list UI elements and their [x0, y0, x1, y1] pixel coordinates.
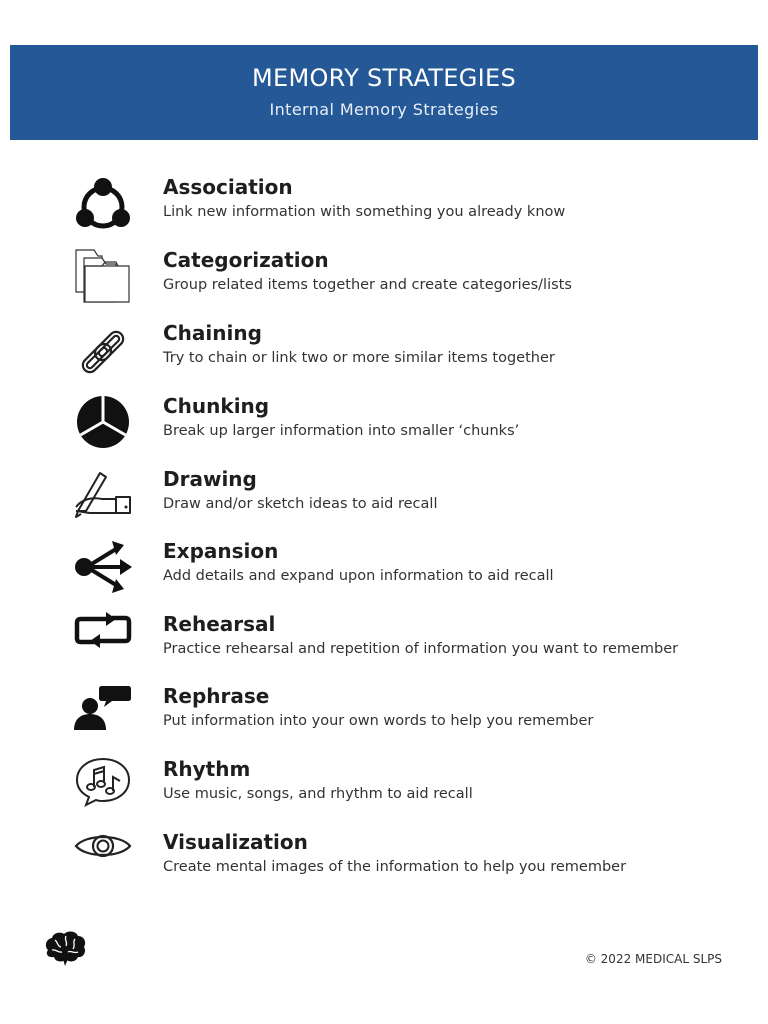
strategy-description: Try to chain or link two or more similar items together: [163, 350, 555, 366]
strategy-drawing: [0, 467, 768, 539]
hand-pencil-icon: [72, 467, 134, 529]
strategy-rehearsal: [0, 612, 768, 684]
strategy-rephrase: [0, 684, 768, 756]
strategy-description: Create mental images of the information to help you remember: [163, 859, 627, 875]
page-header: [10, 45, 758, 140]
association-icon: [72, 175, 134, 237]
pie-chunks-icon: [72, 394, 134, 456]
strategy-name: Rehearsal: [163, 612, 276, 636]
strategy-expansion: [0, 539, 768, 611]
strategy-description: Use music, songs, and rhythm to aid recall: [163, 786, 473, 802]
strategy-categorization: [0, 248, 768, 320]
strategy-name: Visualization: [163, 830, 308, 854]
copyright-text: © 2022 MEDICAL SLPS: [584, 952, 722, 966]
strategy-description: Add details and expand upon information to aid recall: [163, 568, 554, 584]
strategy-chunking: [0, 394, 768, 466]
chain-link-icon: [72, 321, 134, 383]
strategy-name: Rhythm: [163, 757, 251, 781]
brain-logo-icon: [42, 928, 88, 968]
page-subtitle: Internal Memory Strategies: [269, 100, 499, 119]
page-title: MEMORY STRATEGIES: [251, 64, 517, 92]
strategy-association: [0, 175, 768, 247]
strategy-name: Rephrase: [163, 684, 270, 708]
strategy-description: Put information into your own words to help you remember: [163, 713, 594, 729]
strategy-description: Break up larger information into smaller ‘chunks’: [163, 423, 520, 439]
eye-icon: [72, 830, 134, 892]
strategy-description: Practice rehearsal and repetition of information you want to remember: [163, 641, 679, 657]
strategy-chaining: [0, 321, 768, 393]
strategy-visualization: [0, 830, 768, 902]
folders-icon: [72, 248, 134, 310]
music-bubble-icon: [72, 757, 134, 819]
strategy-description: Link new information with something you already know: [163, 204, 566, 220]
strategy-rhythm: [0, 757, 768, 829]
strategy-description: Draw and/or sketch ideas to aid recall: [163, 496, 438, 512]
repeat-icon: [72, 612, 134, 674]
speaking-person-icon: [72, 684, 134, 746]
strategy-name: Chunking: [163, 394, 270, 418]
strategy-name: Association: [163, 175, 293, 199]
strategy-name: Categorization: [163, 248, 329, 272]
expand-arrows-icon: [72, 539, 134, 601]
strategy-name: Chaining: [163, 321, 262, 345]
strategy-name: Expansion: [163, 539, 279, 563]
strategy-description: Group related items together and create categories/lists: [163, 277, 572, 293]
strategy-name: Drawing: [163, 467, 257, 491]
